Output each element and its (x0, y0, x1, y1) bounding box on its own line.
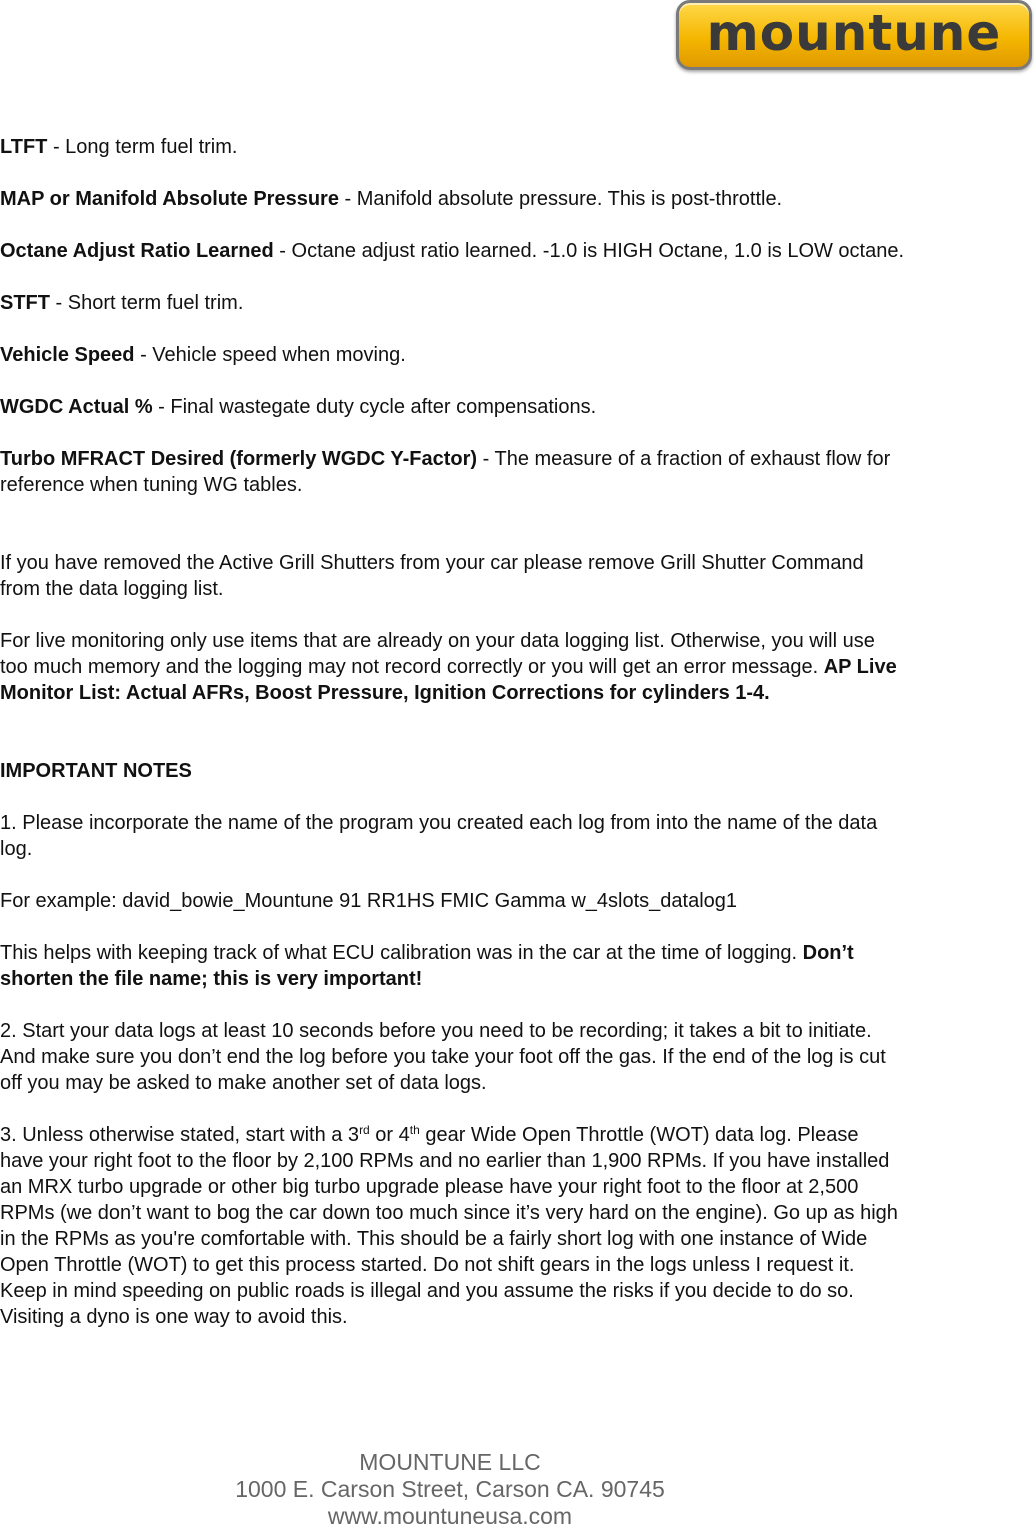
glossary-term: Turbo MFRACT Desired (formerly WGDC Y-Factor) (0, 448, 478, 470)
glossary-def: - Short term fuel trim. (50, 292, 244, 314)
glossary-term: STFT (0, 292, 50, 314)
glossary-term: Vehicle Speed (0, 344, 135, 366)
important-notes-title: IMPORTANT NOTES (0, 760, 192, 782)
glossary-term: LTFT (0, 136, 48, 158)
note-helps (0, 940, 905, 992)
glossary-def: - Octane adjust ratio learned. -1.0 is HIGH Octane, 1.0 is LOW octane. (273, 240, 905, 262)
footer-address: 1000 E. Carson Street, Carson CA. 90745 (235, 1476, 665, 1502)
glossary-item-stft (0, 290, 905, 316)
page-footer (0, 1449, 900, 1530)
glossary-item-mfract (0, 446, 905, 498)
glossary-item-ltft (0, 134, 905, 160)
glossary-item-octane (0, 238, 905, 264)
note-3-text: gear Wide Open Throttle (WOT) data log. Please have your right foot to the floor by 2,100 RPMs and no earlier than 1,900 RPMs. If you have installed an MRX turbo upgrade or other big turbo upgrade please have your right foot to the floor at 2,500 RPMs (we don’t want to bog the car down too much since it’s very hard on the engine). Go up as high in the RPMs as you're comfortable with. This should be a fairly short log with one instance of Wide Open Throttle (WOT) to get this process started. Do not shift gears in the logs unless I request it. Keep in mind speeding on public roads is illegal and you assume the risks if you decide to do so. Visiting a dyno is one way to avoid this. (0, 1124, 898, 1328)
glossary-def: - Manifold absolute pressure. This is post-throttle. (338, 188, 783, 210)
glossary-item-wgdc (0, 394, 905, 420)
important-notes-heading (0, 758, 905, 784)
note-helps-bold: Don’t shorten the file name; this is very important! (0, 942, 854, 990)
note-example: For example: david_bowie_Mountune 91 RR1HS FMIC Gamma w_4slots_datalog1 (0, 890, 738, 912)
live-monitor-list: AP Live Monitor List: Actual AFRs, Boost Pressure, Ignition Corrections for cylinders 1-4. (0, 656, 897, 704)
live-monitor-text: For live monitoring only use items that are already on your data logging list. Otherwise, you will use too much memory and the logging may not record correctly or you will get an error message. (0, 630, 875, 678)
glossary-term: WGDC Actual % (0, 396, 153, 418)
glossary-def: - The measure of a fraction of exhaust flow for reference when tuning WG tables. (0, 448, 891, 496)
glossary-item-map (0, 186, 905, 212)
glossary-item-vehicle-speed (0, 342, 905, 368)
live-monitor-note (0, 628, 905, 706)
footer-website: www.mountuneusa.com (327, 1503, 573, 1529)
glossary-term: Octane Adjust Ratio Learned (0, 240, 274, 262)
grill-shutter-note: If you have removed the Active Grill Shutters from your car please remove Grill Shutter Command from the data logging list. (0, 552, 864, 600)
note-3-text: 3. Unless otherwise stated, start with a 3 (0, 1124, 360, 1146)
glossary-term: MAP or Manifold Absolute Pressure (0, 188, 339, 210)
footer-company: MOUNTUNE LLC (359, 1449, 541, 1475)
note-helps-text: This helps with keeping track of what ECU calibration was in the car at the time of logging. (0, 942, 803, 964)
document-body (0, 134, 905, 1330)
ordinal-suffix: th (409, 1123, 420, 1137)
ordinal-suffix: rd (359, 1123, 370, 1137)
glossary-def: - Vehicle speed when moving. (134, 344, 406, 366)
logo-text: mountune (706, 4, 1002, 62)
glossary-def: - Final wastegate duty cycle after compensations. (152, 396, 597, 418)
glossary-def: - Long term fuel trim. (47, 136, 238, 158)
note-3-text: or 4 (369, 1124, 410, 1146)
note-3 (0, 1122, 905, 1330)
note-1: 1. Please incorporate the name of the program you created each log from into the name of the data log. (0, 812, 878, 860)
mountune-logo (676, 0, 1032, 70)
note-2: 2. Start your data logs at least 10 seconds before you need to be recording; it takes a bit to initiate. And make sure you don’t end the log before you take your foot off the gas. If the end of the log is cut off you may be asked to make another set of data logs. (0, 1020, 886, 1094)
